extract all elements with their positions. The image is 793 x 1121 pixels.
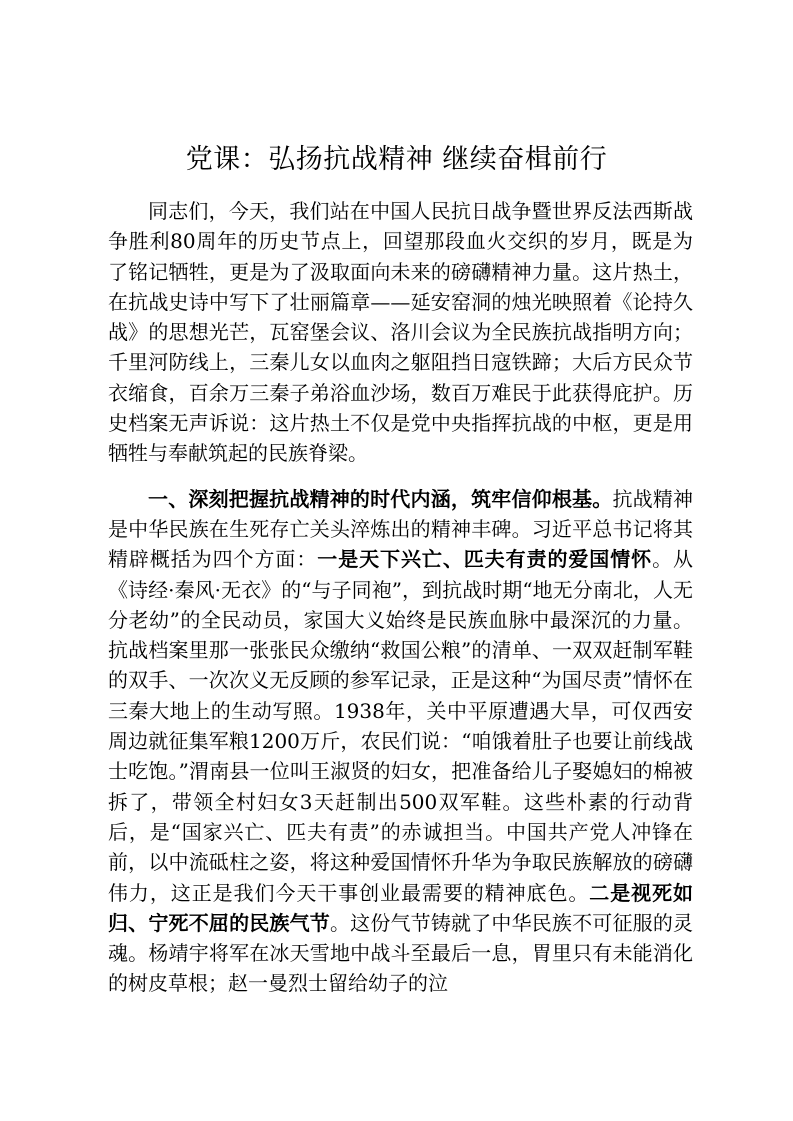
paragraph-text: 同志们，今天，我们站在中国人民抗日战争暨世界反法西斯战争胜利80周年的历史节点上，回望那段血火交织的岁月，既是为了铭记牺牲，更是为了汲取面向未来的磅礴精神力量。这片热土，在抗战史诗中写下了壮丽篇章——延安窑洞的烛光映照着《论持久战》的思想光芒，瓦窑堡会议、洛川会议为全民族抗战指明方向；千里河防线上，三秦儿女以血肉之躯阻挡日寇铁蹄；大后方民众节衣缩食，百余万三秦子弟浴血沙场，数百万难民于此获得庇护。历史档案无声诉说：这片热土不仅是党中央指挥抗战的中枢，更是用牺牲与奉献筑起的民族脊梁。: [108, 199, 693, 466]
paragraph-text: 抗战精神是中华民族在生死存亡关头淬炼出的精神丰碑。习近平总书记将其精辟概括为四个方面：: [108, 486, 694, 572]
paragraph-text: 。这份气节铸就了中华民族不可征服的灵魂。杨靖宇将军在冰天雪地中战斗至最后一息，胃里只有未能消化的树皮草根；赵一曼烈士留给幼子的泣: [108, 910, 694, 996]
document-body: [108, 196, 693, 999]
document-title: 党课：弘扬抗战精神 继续奋楫前行: [185, 144, 608, 175]
section-heading: 一、深刻把握抗战精神的时代内涵，筑牢信仰根基。: [148, 486, 613, 511]
point-two-heading: 二是视死如归、宁死不屈的民族气节: [108, 880, 694, 935]
paragraph-text: 。从《诗经·秦风·无衣》的“与子同袍”，到抗战时期“地无分南北，人无分老幼”的全民动员，家国大义始终是民族血脉中最深沉的力量。抗战档案里那一张张民众缴纳“救国公粮”的清单、一双双赶制军鞋的双手、一次次义无反顾的参军记录，正是这种“为国尽责”情怀在三秦大地上的生动写照。1938年，关中平原遭遇大旱，可仅西安周边就征集军粮1200万斤，农民们说：“咱饿着肚子也要让前线战士吃饱。”渭南县一位叫王淑贤的妇女，把准备给儿子娶媳妇的棉被拆了，带领全村妇女3天赶制出500双军鞋。这些朴素的行动背后，是“国家兴亡、匹夫有责”的赤诚担当。中国共产党人冲锋在前，以中流砥柱之姿，将这种爱国情怀升华为争取民族解放的磅礴伟力，这正是我们今天干事创业最需要的精神底色。: [108, 547, 694, 905]
point-one-heading: 一是天下兴亡、匹夫有责的爱国情怀: [317, 547, 653, 572]
paragraph-intro: [108, 196, 693, 469]
paragraph-section-one: [108, 484, 693, 999]
